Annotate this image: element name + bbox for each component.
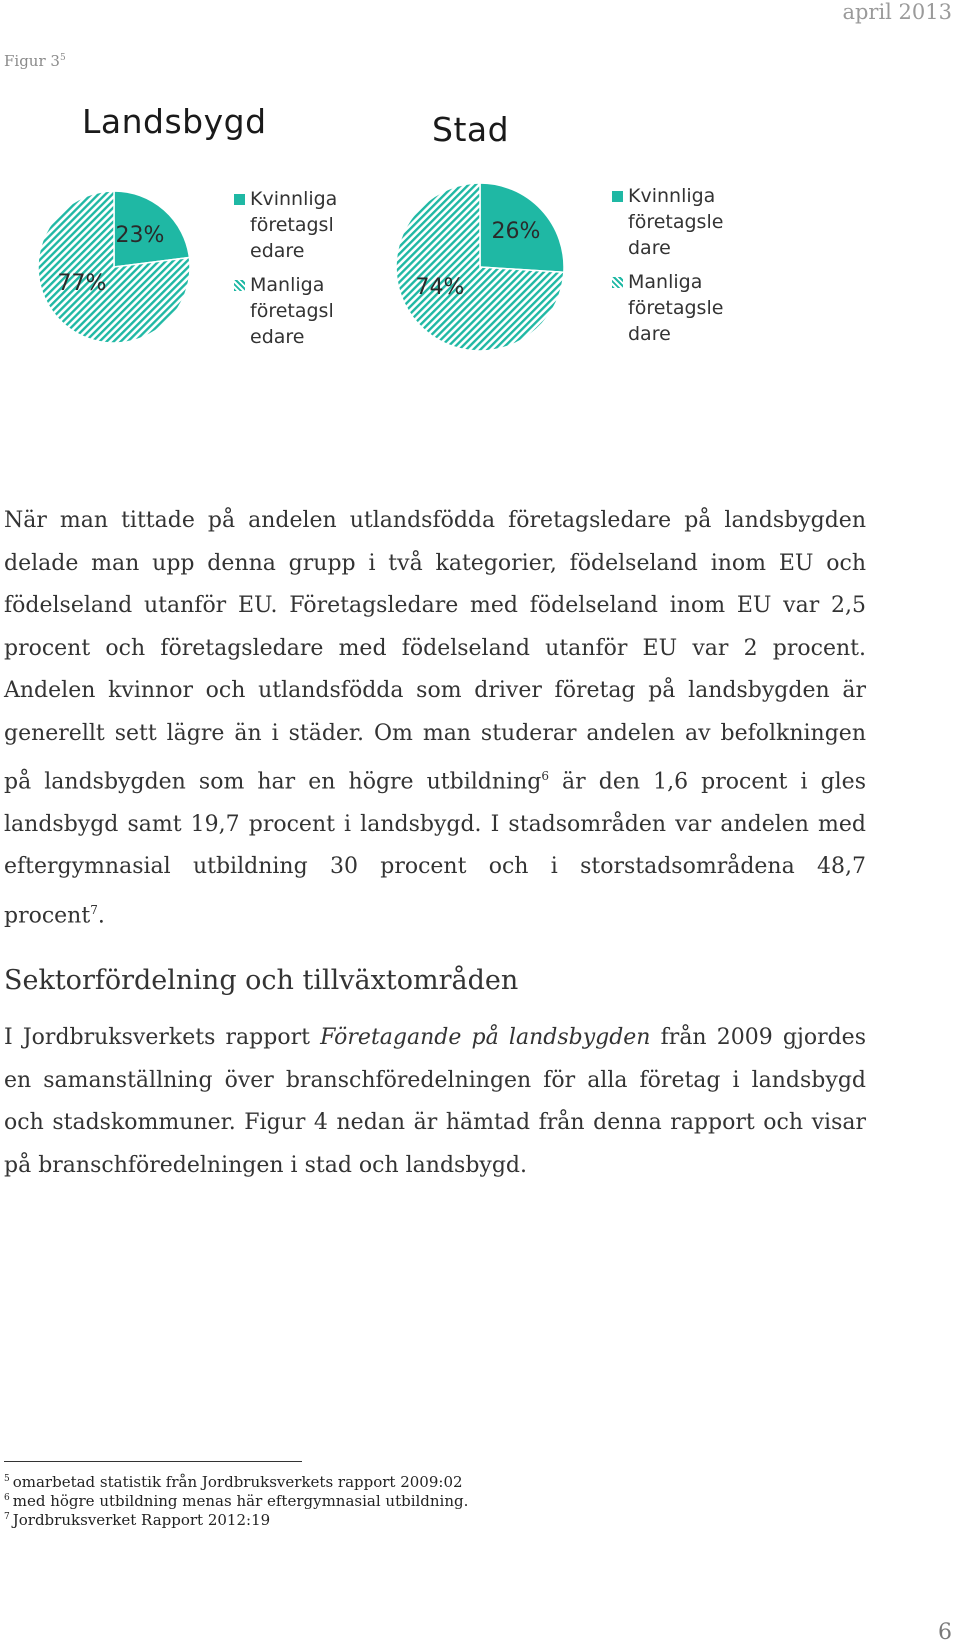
footnote-5 <box>4 1473 463 1491</box>
header-date: april 2013 <box>842 0 952 24</box>
page-number: 6 <box>938 1620 952 1645</box>
pie-label-male: 77% <box>57 271 107 296</box>
legend-line: företagsle <box>628 297 724 319</box>
footnote-ref: 7 <box>90 902 98 917</box>
pie-label-female: 26% <box>491 219 541 244</box>
legend-line: företagsl <box>250 214 334 236</box>
legend-line: edare <box>250 326 305 348</box>
footnote-6 <box>4 1492 468 1510</box>
legend-male-rural <box>250 272 334 350</box>
legend-line: edare <box>250 240 305 262</box>
legend-swatch-female-rural <box>234 194 245 205</box>
figure-label-sup: 5 <box>59 53 66 63</box>
figure-label-text: Figur 3 <box>4 52 60 70</box>
footnote-text: Jordbruksverket Rapport 2012:19 <box>12 1511 271 1529</box>
legend-swatch-male-rural <box>234 280 245 291</box>
body-paragraph <box>4 500 866 938</box>
section-heading: Sektorfördelning och tillväxtområden <box>4 965 519 996</box>
body-text-part: är den 1,6 procent i gles landsbygd samt 19,7 procent i landsbygd. I stadsområden var andelen med eftergymnasial utbildning 30 procent och i storstadsområdena 48,7 procent <box>4 769 866 929</box>
section-paragraph <box>4 1017 866 1187</box>
legend-female-rural <box>250 186 337 264</box>
legend-line: Kvinnliga <box>628 185 716 207</box>
footnote-number: 5 <box>4 1474 10 1484</box>
section-text-part: från 2009 gjordes en samanställning över branschföredelningen för alla företag i landsbygd och stadskommuner. Figur 4 nedan är hämtad från denna rapport och visar på branschföredelningen i stad och landsbygd. <box>4 1025 866 1178</box>
legend-line: dare <box>628 237 671 259</box>
legend-swatch-male-urban <box>612 277 623 288</box>
report-title: Företagande på landsbygden <box>320 1025 651 1050</box>
legend-female-urban <box>628 183 723 261</box>
pie-stad <box>396 183 564 351</box>
chart-title-stad: Stad <box>432 110 510 149</box>
legend-line: företagsl <box>250 300 334 322</box>
legend-male-urban <box>628 269 723 347</box>
footnote-text: omarbetad statistik från Jordbruksverkets rapport 2009:02 <box>12 1473 463 1491</box>
figure-label <box>4 52 66 70</box>
chart-title-landsbygd: Landsbygd <box>82 102 267 141</box>
pie-landsbygd <box>38 191 190 343</box>
legend-line: dare <box>628 323 671 345</box>
footnote-divider <box>4 1461 302 1462</box>
body-text-part: . <box>97 903 105 929</box>
footnote-text: med högre utbildning menas här eftergymnasial utbildning. <box>12 1492 469 1510</box>
pie-svg <box>0 100 960 390</box>
legend-line: Manliga <box>250 274 325 296</box>
pie-label-female: 23% <box>115 223 165 248</box>
footnote-number: 6 <box>4 1493 10 1503</box>
legend-swatch-female-urban <box>612 191 623 202</box>
footnote-ref: 6 <box>541 769 549 783</box>
footnote-7 <box>4 1511 270 1529</box>
body-text-part: När man tittade på andelen utlandsfödda företagsledare på landsbygden delade man upp denna grupp i två kategorier, födelseland inom EU och födelseland utanför EU. Företagsledare med födelseland inom EU var 2,5 procent och företagsledare med födelseland utanför EU var 2 procent. Andelen kvinnor och utlandsfödda som driver företag på landsbygden är generellt sett lägre än i städer. Om man studerar andelen av befolkningen på landsbygden som har en högre utbildning <box>4 508 866 795</box>
pie-label-male: 74% <box>415 275 465 300</box>
section-text-part: I Jordbruksverkets rapport <box>4 1025 321 1050</box>
legend-line: Manliga <box>628 271 703 293</box>
legend-line: företagsle <box>628 211 724 233</box>
legend-line: Kvinnliga <box>250 188 338 210</box>
footnote-number: 7 <box>4 1512 10 1522</box>
pie-charts <box>0 100 960 390</box>
